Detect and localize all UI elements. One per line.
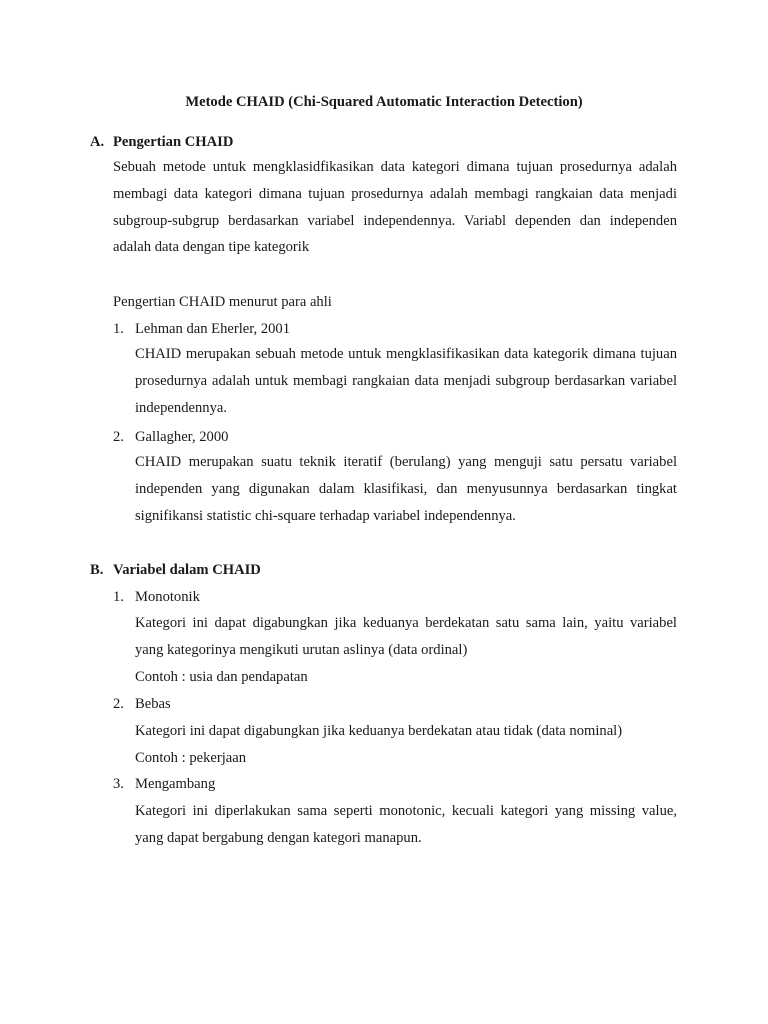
variable-1-example: Contoh : usia dan pendapatan: [135, 669, 308, 685]
variable-1-name: Monotonik: [135, 589, 200, 605]
section-a-letter: A.: [90, 134, 105, 150]
variable-3-number: 3.: [113, 776, 124, 792]
variable-3-text: Kategori ini diperlakukan sama seperti monotonic, kecuali kategori yang missing value, yang dapat bergabung dengan kategori manapun.: [135, 803, 677, 846]
document-title: Metode CHAID (Chi-Squared Automatic Interaction Detection): [185, 94, 583, 110]
section-a-heading: Pengertian CHAID: [113, 134, 234, 150]
expert-1-name: Lehman dan Eherler, 2001: [135, 321, 291, 337]
variable-2-name: Bebas: [135, 696, 171, 712]
experts-intro: Pengertian CHAID menurut para ahli: [113, 294, 332, 310]
expert-1-number: 1.: [113, 321, 124, 337]
section-b-heading: Variabel dalam CHAID: [113, 562, 261, 578]
variable-2-number: 2.: [113, 696, 124, 712]
variable-2-example: Contoh : pekerjaan: [135, 750, 247, 766]
expert-2-number: 2.: [113, 429, 124, 445]
expert-2-name: Gallagher, 2000: [135, 429, 229, 445]
variable-2-text: Kategori ini dapat digabungkan jika keduanya berdekatan atau tidak (data nominal): [135, 723, 623, 739]
expert-2-text: CHAID merupakan suatu teknik iteratif (berulang) yang menguji satu persatu variabel independen yang digunakan dalam klasifikasi, dan menyusunnya berdasarkan tingkat signifikansi statistic chi-square terhadap variabel independennya.: [135, 454, 677, 524]
variable-1-text: Kategori ini dapat digabungkan jika keduanya berdekatan satu sama lain, yaitu variabel yang kategorinya mengikuti urutan aslinya (data ordinal): [135, 615, 677, 658]
section-a-paragraph: Sebuah metode untuk mengklasidfikasikan data kategori dimana tujuan prosedurnya adalah membagi data kategori dimana tujuan prosedurnya adalah membagi rangkaian data menjadi subgroup-subgrup berdasarkan variabel independennya. Variabl dependen dan independen adalah data dengan tipe kategorik: [113, 159, 677, 256]
expert-1-text: CHAID merupakan sebuah metode untuk mengklasifikasikan data kategorik dimana tujuan prosedurnya adalah untuk membagi rangkaian data menjadi subgroup berdasarkan variabel independennya.: [135, 346, 677, 416]
variable-1-number: 1.: [113, 589, 124, 605]
variable-3-name: Mengambang: [135, 776, 216, 792]
section-b-letter: B.: [90, 562, 104, 578]
